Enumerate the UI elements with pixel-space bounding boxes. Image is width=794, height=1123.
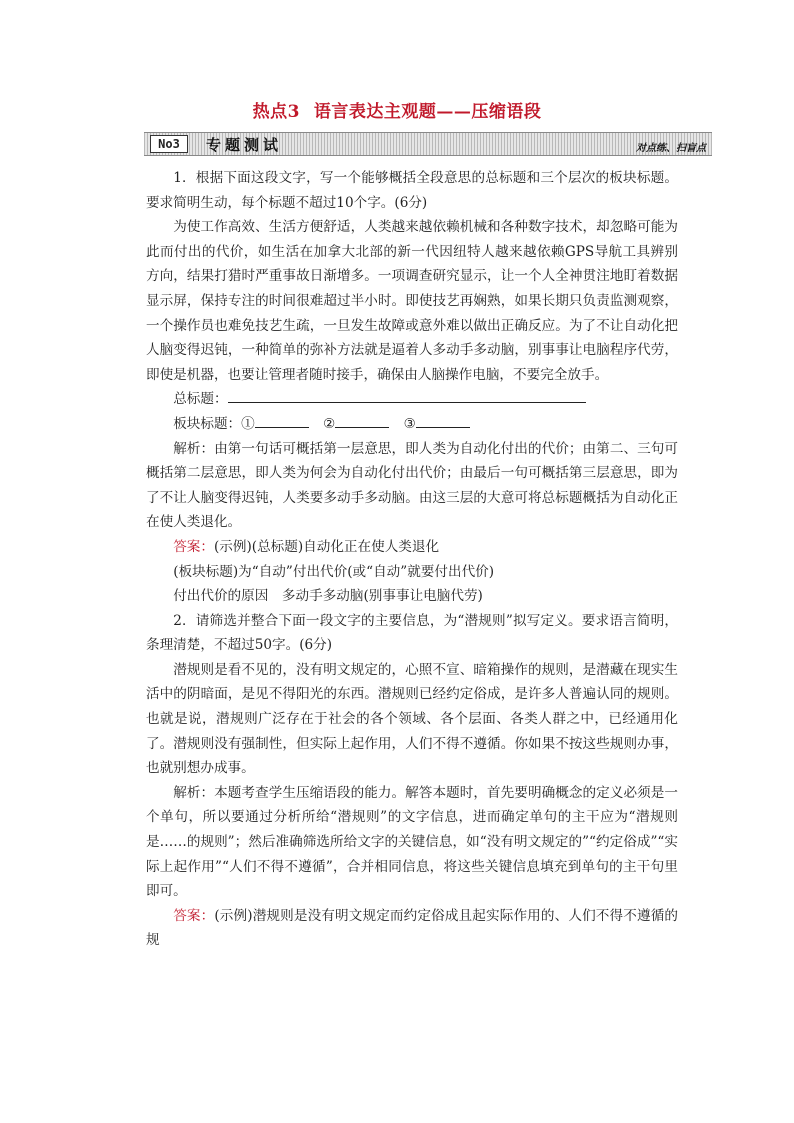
- question-2-analysis: 解析：本题考查学生压缩语段的能力。解答本题时，首先要明确概念的定义必须是一个单句，所以要通过分析所给“潜规则”的文字信息，进而确定单句的主干应为“潜规则是……的规则”；然后准确筛选所给文字的关键信息，如“没有明文规定的”“约定俗成”“实际上起作用”“人们不得不遵循”，合并相同信息，将这些关键信息填充到单句的主干句里即可。: [146, 784, 678, 900]
- block-title-label: 板块标题：: [173, 415, 242, 432]
- block-title-line: [146, 412, 678, 437]
- answer-text: (示例)潜规则是没有明文规定而约定俗成且起实际作用的、人们不得不遵循的规: [146, 907, 679, 949]
- answer-line-3: 付出代价的原因 多动手多动脑(别事事让电脑代劳): [173, 588, 483, 605]
- block-title-blank-3: [416, 412, 470, 428]
- section-right-label: 对点练、扫盲点: [636, 143, 706, 154]
- blank-marker-2: ②: [323, 415, 336, 432]
- answer-line-2: (板块标题)为“自动”付出代价(或“自动”就要付出代价): [173, 563, 495, 580]
- question-2-answer: [146, 904, 678, 953]
- block-title-blank-1: [255, 412, 309, 428]
- section-header-bar: [144, 132, 712, 156]
- question-1-answer: [146, 535, 678, 560]
- question-1-passage: 为使工作高效、生活方便舒适，人类越来越依赖机械和各种数字技术，却忽略可能为此而付出的代价，如生活在加拿大北部的新一代因纽特人越来越依赖GPS导航工具辨别方向，结果打猎时严重事故日渐增多。一项调查研究显示，让一个人全神贯注地盯着数据显示屏，保持专注的时间很难超过半小时。即使技艺再娴熟，如果长期只负责监测观察，一个操作员也难免技艺生疏，一旦发生故障或意外难以做出正确反应。为了不让自动化把人脑变得迟钝，一种简单的弥补方法就是逼着人多动手多动脑，别事事让电脑程序代劳，即使是机器，也要让管理者随时接手，确保由人脑操作电脑，不要完全放手。: [146, 219, 678, 383]
- question-1-analysis: 解析：由第一句话可概括第一层意思，即人类为自动化付出的代价；由第二、三句可概括第二层意思，即人类为何会为自动化付出代价；由最后一句可概括第三层意思，即为了不让人脑变得迟钝，人类要多动手多动脑。由这三层的大意可将总标题概括为自动化正在使人类退化。: [146, 440, 678, 531]
- total-title-line: [146, 387, 678, 412]
- question-2-passage: 潜规则是看不见的，没有明文规定的，心照不宣、暗箱操作的规则，是潜藏在现实生活中的阴暗面，是见不得阳光的东西。潜规则已经约定俗成，是许多人普遍认同的规则。也就是说，潜规则广泛存在于社会的各个领域、各个层面、各类人群之中，已经通用化了。潜规则没有强制性，但实际上起作用，人们不得不遵循。你如果不按这些规则办事，也就别想办成事。: [146, 661, 678, 777]
- document-body: [146, 166, 678, 953]
- section-heading: 专题测试: [206, 136, 283, 154]
- blank-marker-1: ①: [241, 415, 255, 432]
- total-title-blank: [228, 387, 586, 403]
- section-number-box: No3: [150, 135, 188, 153]
- question-2-prompt: 2．请筛选并整合下面一段文字的主要信息，为“潜规则”拟写定义。要求语言简明，条理清楚，不超过50字。(6分): [146, 612, 678, 654]
- page-title: [0, 97, 794, 122]
- title-number: 热点3: [252, 102, 300, 122]
- question-1-prompt: 1．根据下面这段文字，写一个能够概括全段意思的总标题和三个层次的板块标题。要求简明生动，每个标题不超过10个字。(6分): [146, 170, 678, 211]
- answer-label: 答案：: [173, 907, 215, 924]
- answer-line-1: (示例)(总标题)自动化正在使人类退化: [213, 538, 440, 555]
- title-text: 语言表达主观题——压缩语段: [313, 102, 542, 122]
- total-title-label: 总标题：: [173, 391, 228, 408]
- blank-marker-3: ③: [403, 415, 416, 432]
- block-title-blank-2: [335, 412, 389, 428]
- answer-label: 答案：: [173, 538, 214, 555]
